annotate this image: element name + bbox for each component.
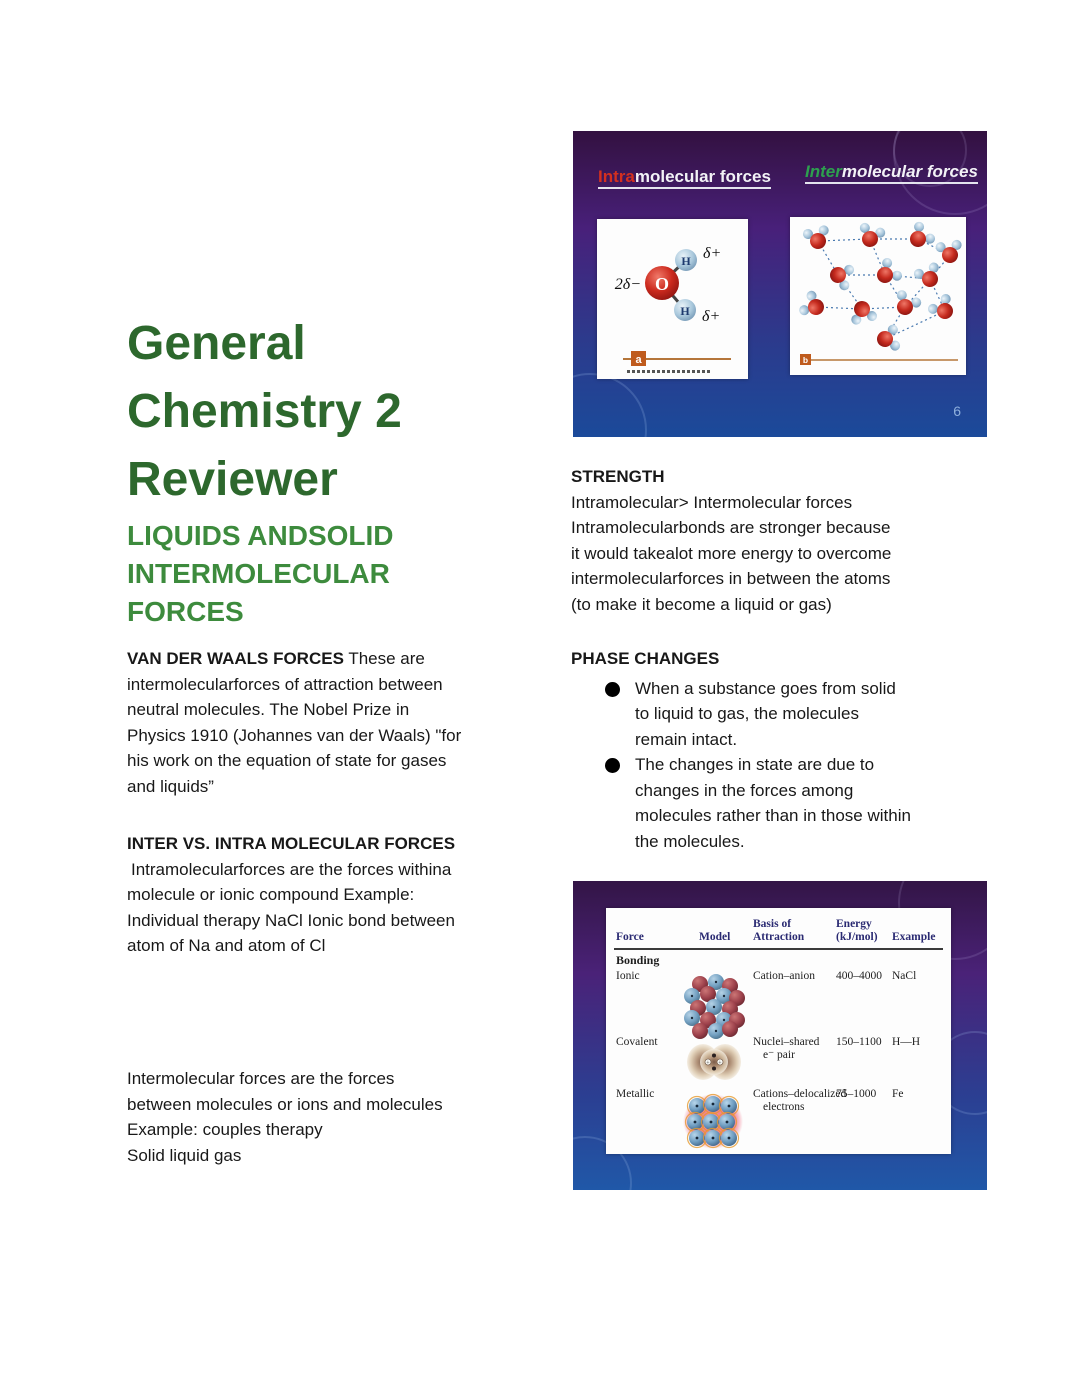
slide-page-number: 6 <box>953 403 961 419</box>
hydrogen-bond-network-panel <box>790 217 966 375</box>
table-cell-force: Ionic <box>616 970 640 982</box>
body-line: Physics 1910 (Johannes van der Waals) "for <box>127 725 462 745</box>
table-header-basis: Basis of Attraction <box>753 918 805 943</box>
table-cell-basis: Cations–delocalized electrons <box>753 1088 847 1113</box>
table-cell-force: Metallic <box>616 1088 655 1100</box>
doc-subtitle-line: FORCES <box>127 596 244 627</box>
table-cell-basis: Nuclei–shared e⁻ pair <box>753 1036 820 1061</box>
body-line: Individual therapy NaCl Ionic bond between <box>127 910 455 930</box>
partial-charge-label: δ+ <box>703 245 722 262</box>
section-intermolecular-forces <box>127 1066 527 1168</box>
table-group-bonding: Bonding <box>616 953 660 967</box>
table-cell-example: NaCl <box>892 970 917 982</box>
doc-title <box>127 310 402 514</box>
table-cell-example: H—H <box>892 1036 921 1048</box>
body-line: his work on the equation of state for gases <box>127 751 447 770</box>
table-header-force: Force <box>616 931 644 943</box>
body-line: between molecules or ions and molecules <box>127 1094 443 1114</box>
body-line: molecules rather than in those within <box>635 806 911 825</box>
doc-subtitle-line: INTERMOLECULAR <box>127 558 390 589</box>
doc-subtitle-line: LIQUIDS ANDSOLID <box>127 520 394 551</box>
bullet-icon <box>605 682 620 697</box>
section-inter-vs-intra <box>127 831 527 959</box>
body-line: (to make it become a liquid or gas) <box>571 594 832 614</box>
water-molecule-diagram <box>597 219 748 379</box>
section-strength <box>571 464 991 617</box>
svg-text:+: + <box>718 1060 722 1067</box>
hydrogen-bond-network-diagram <box>790 217 966 375</box>
body-line: molecule or ionic compound Example: <box>127 885 415 904</box>
body-line: Intramolecularbonds are stronger because <box>571 518 891 537</box>
section-heading-van-der-waals: VAN DER WAALS FORCES <box>127 649 344 668</box>
panel-b-label: b <box>802 355 809 365</box>
table-cell-basis: Cation–anion <box>753 970 815 982</box>
doc-title-line: Chemistry 2 <box>127 385 402 438</box>
table-cell-force: Covalent <box>616 1036 658 1048</box>
doc-title-line: Reviewer <box>127 453 338 506</box>
list-item <box>571 676 991 753</box>
section-van-der-waals <box>127 646 527 799</box>
body-line: changes in the forces among <box>635 780 854 800</box>
decorative-circle <box>573 373 647 437</box>
body-line: Solid liquid gas <box>127 1145 242 1165</box>
body-line: The changes in state are due to <box>635 755 875 774</box>
svg-text:+: + <box>706 1060 710 1067</box>
table-cell-example: Fe <box>892 1088 904 1100</box>
body-line: Example: couples therapy <box>127 1120 323 1139</box>
body-line: atom of Na and atom of Cl <box>127 936 326 955</box>
illegible-copyright-text <box>627 370 712 373</box>
metallic-lattice-model-icon <box>682 1093 746 1151</box>
partial-charge-label: 2δ− <box>614 276 641 293</box>
bonding-forces-table <box>606 908 951 1154</box>
panel-a-label: a <box>635 354 642 366</box>
body-line: Intramolecular> Intermolecular forces <box>571 492 853 512</box>
h-atom-label: H <box>681 254 691 268</box>
body-line: and liquids” <box>127 776 214 796</box>
section-heading-inter-vs-intra: INTER VS. INTRA MOLECULAR FORCES <box>127 834 456 853</box>
list-item <box>571 752 991 854</box>
body-line: intermolecularforces of attraction between <box>127 674 443 694</box>
table-header-example: Example <box>892 931 936 943</box>
doc-subtitle <box>127 517 394 631</box>
table-cell-energy: 150–1100 <box>836 1036 882 1048</box>
body-line: neutral molecules. The Nobel Prize in <box>127 700 410 719</box>
body-line: When a substance goes from solid <box>635 678 896 698</box>
slide-image-bonding-forces-table[interactable] <box>573 881 987 1190</box>
covalent-electron-cloud-model-icon <box>686 1040 742 1084</box>
table-header-model: Model <box>699 931 731 943</box>
section-phase-changes <box>571 646 991 854</box>
body-line: Intramolecularforces are the forces withina <box>131 859 452 879</box>
doc-title-line: General <box>127 317 306 370</box>
table-header-energy: Energy (kJ/mol) <box>836 918 878 943</box>
h-atom-label: H <box>680 304 690 318</box>
section-heading-phase-changes: PHASE CHANGES <box>571 649 720 668</box>
table-cell-energy: 75–1000 <box>836 1088 877 1100</box>
bullet-icon <box>605 758 620 773</box>
body-line: to liquid to gas, the molecules <box>635 704 859 723</box>
ionic-crystal-model-icon <box>682 974 746 1040</box>
body-line: Intermolecular forces are the forces <box>127 1069 395 1088</box>
body-line: These are <box>343 649 425 668</box>
body-line: remain intact. <box>635 729 738 749</box>
table-cell-energy: 400–4000 <box>836 970 882 982</box>
slide-image-intra-vs-inter-molecular-forces[interactable] <box>573 131 987 437</box>
intramolecular-forces-heading: Intramolecular forces <box>598 167 771 187</box>
body-line: the molecules. <box>635 831 745 851</box>
section-heading-strength: STRENGTH <box>571 467 665 486</box>
o-atom-label: O <box>654 274 670 294</box>
body-line: intermolecularforces in between the atoms <box>571 569 891 588</box>
intermolecular-forces-heading: Intermolecular forces <box>805 162 978 182</box>
partial-charge-label: δ+ <box>702 308 721 325</box>
water-molecule-diagram-panel <box>597 219 748 379</box>
table-header-rule <box>614 948 943 950</box>
body-line: it would takealot more energy to overcome <box>571 543 892 563</box>
